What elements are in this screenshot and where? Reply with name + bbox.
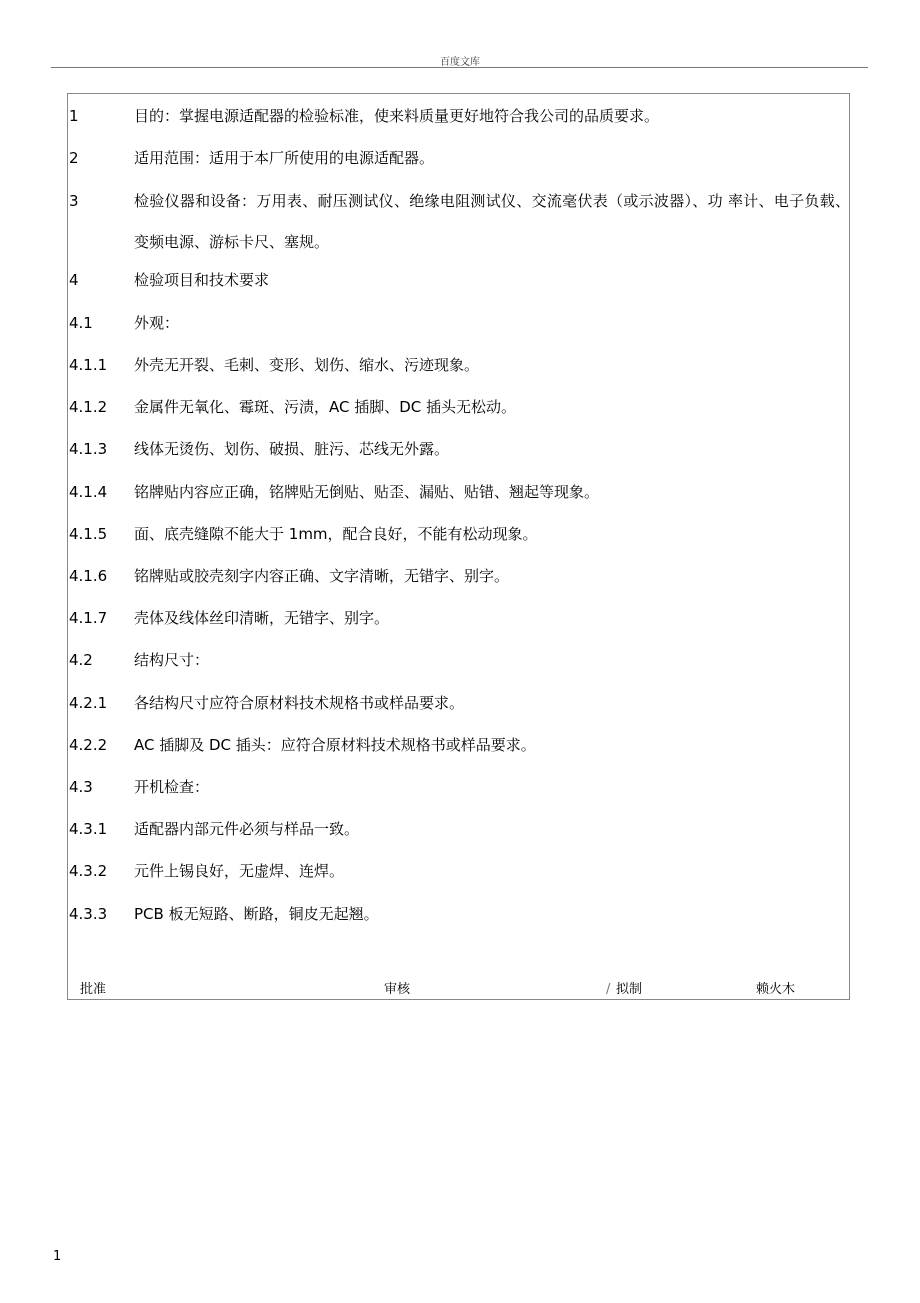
item-text: 检验项目和技术要求 bbox=[134, 271, 270, 289]
page-header-title: 百度文库 bbox=[440, 57, 480, 68]
page-number: 1 bbox=[53, 1249, 62, 1264]
item-text: 面、底壳缝隙不能大于 1mm，配合良好，不能有松动现象。 bbox=[134, 525, 538, 543]
item-number: 4.1.7 bbox=[69, 609, 108, 627]
item-number: 3 bbox=[69, 192, 79, 210]
item-number: 1 bbox=[69, 107, 79, 125]
item-text: 适配器内部元件必须与样品一致。 bbox=[134, 820, 360, 838]
drafter-name: 赖火木 bbox=[756, 982, 796, 997]
item-number: 4.3.3 bbox=[69, 905, 108, 923]
item-text: 外观： bbox=[134, 314, 180, 332]
item-number: 4.2.1 bbox=[69, 694, 108, 712]
item-number: 4.1.2 bbox=[69, 398, 108, 416]
item-text: 铭牌贴或胶壳刻字内容正确、文字清晰，无错字、别字。 bbox=[134, 567, 510, 585]
item-number: 4.3.2 bbox=[69, 862, 108, 880]
item-number: 4.1.5 bbox=[69, 525, 108, 543]
item-number: 4.1.6 bbox=[69, 567, 108, 585]
header-divider bbox=[51, 67, 868, 68]
item-number: 4.1.3 bbox=[69, 440, 108, 458]
item-number: 4.1 bbox=[69, 314, 93, 332]
item-text-wrapped: 检验仪器和设备：万用表、耐压测试仪、绝缘电阻测试仪、交流毫伏表（或示波器）、功 率计、电子负载、变频电源、游标卡尺、塞规。 bbox=[134, 192, 850, 251]
item-text: PCB 板无短路、断路，铜皮无起翘。 bbox=[134, 905, 379, 923]
approve-label: 批准 bbox=[80, 982, 107, 997]
draft-label: 拟制 bbox=[616, 982, 643, 997]
item-text: 金属件无氧化、霉斑、污渍，AC 插脚、DC 插头无松动。 bbox=[134, 398, 517, 416]
item-number: 4 bbox=[69, 271, 79, 289]
item-number: 4.1.1 bbox=[69, 356, 108, 374]
item-number: 2 bbox=[69, 149, 79, 167]
item-number: 4.2 bbox=[69, 651, 93, 669]
item-text: 外壳无开裂、毛刺、变形、划伤、缩水、污迹现象。 bbox=[134, 356, 480, 374]
item-text: 目的：掌握电源适配器的检验标准，使来料质量更好地符合我公司的品质要求。 bbox=[134, 107, 660, 125]
item-text: 各结构尺寸应符合原材料技术规格书或样品要求。 bbox=[134, 694, 465, 712]
item-text: 壳体及线体丝印清晰，无错字、别字。 bbox=[134, 609, 390, 627]
item-text: 结构尺寸： bbox=[134, 651, 210, 669]
item-number: 4.3.1 bbox=[69, 820, 108, 838]
review-label: 审核 bbox=[384, 982, 411, 997]
item-text: 适用范围：适用于本厂所使用的电源适配器。 bbox=[134, 149, 435, 167]
item-number: 4.2.2 bbox=[69, 736, 108, 754]
item-text: 开机检查： bbox=[134, 778, 210, 796]
item-text: 铭牌贴内容应正确，铭牌贴无倒贴、贴歪、漏贴、贴错、翘起等现象。 bbox=[134, 483, 600, 501]
signature-slash: / bbox=[606, 982, 611, 997]
item-text: 元件上锡良好，无虚焊、连焊。 bbox=[134, 862, 345, 880]
item-number: 4.3 bbox=[69, 778, 93, 796]
item-text: 线体无烫伤、划伤、破损、脏污、芯线无外露。 bbox=[134, 440, 450, 458]
item-number: 4.1.4 bbox=[69, 483, 108, 501]
item-text: AC 插脚及 DC 插头：应符合原材料技术规格书或样品要求。 bbox=[134, 736, 536, 754]
